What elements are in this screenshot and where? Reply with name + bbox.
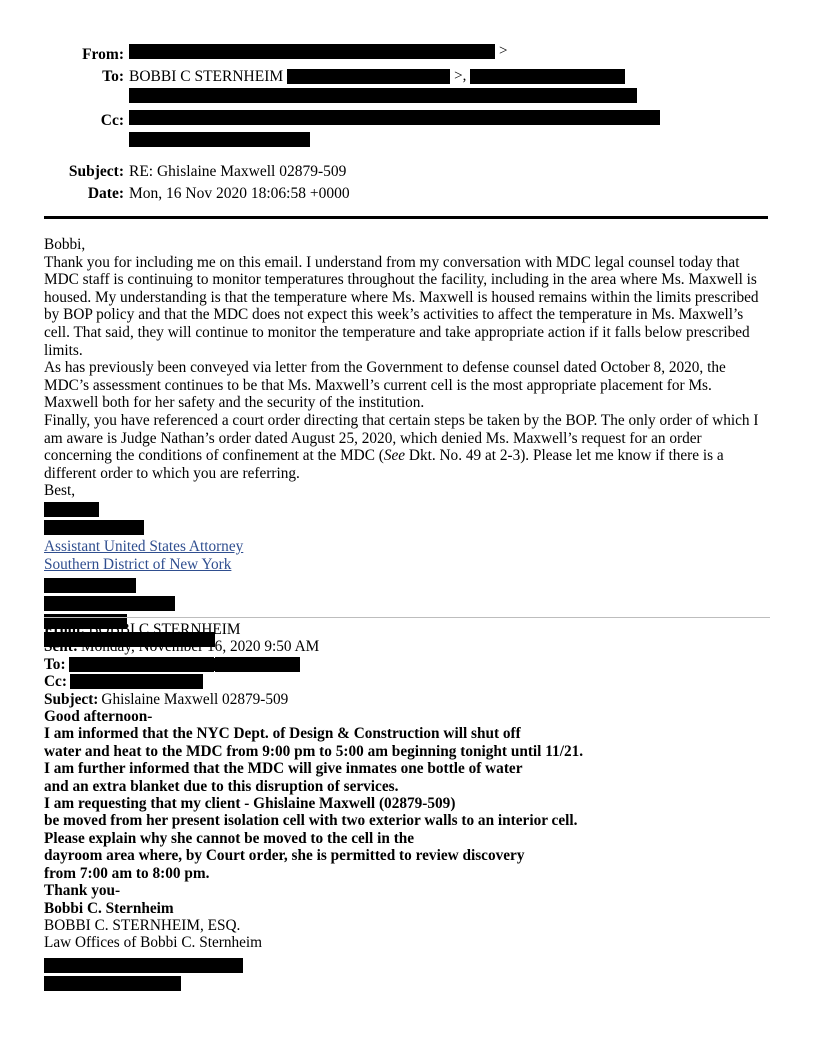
redaction-bar: [44, 502, 99, 517]
header-row-to: [44, 66, 772, 87]
cc-value-overflow: [129, 132, 310, 147]
header-row-to-overflow: [44, 88, 772, 109]
quoted-body: [44, 708, 770, 952]
to-label: To:: [102, 68, 124, 85]
header-row-cc-overflow: [44, 132, 772, 153]
subject-value: [129, 161, 346, 182]
quoted-row-from: [44, 621, 770, 638]
cc-label: Cc:: [100, 112, 124, 129]
body-paragraph-3: [44, 412, 770, 482]
header-row-date: [44, 183, 772, 204]
quoted-message: [44, 621, 770, 994]
redaction-bar: [69, 657, 214, 672]
redaction-bar: [215, 657, 300, 672]
quoted-row-to: [44, 656, 770, 673]
header-row-subject: [44, 161, 772, 182]
quoted-line-7: be moved from her present isolation cell with two exterior walls to an interior cell.: [44, 812, 578, 830]
body-greeting: Bobbi,: [44, 236, 86, 253]
subject-label: Subject:: [68, 163, 124, 180]
quoted-signer-bold: Bobbi C. Sternheim: [44, 899, 174, 917]
signature-title-link[interactable]: Assistant United States Attorney: [44, 537, 244, 555]
quoted-line-6: I am requesting that my client - Ghislaine Maxwell (02879-509): [44, 795, 456, 813]
quoted-line-1: Good afternoon-: [44, 708, 153, 726]
subject-text: RE: Ghislaine Maxwell 02879-509: [129, 163, 347, 180]
quoted-cc-label: Cc:: [44, 673, 67, 691]
redaction-bar: [44, 578, 136, 593]
from-label: From:: [82, 46, 124, 63]
email-body: [44, 236, 770, 650]
cc-value: [129, 110, 660, 125]
to-value-overflow: [129, 88, 637, 103]
header-divider-rule: [44, 216, 768, 219]
redaction-bar: [129, 110, 660, 125]
date-text: Mon, 16 Nov 2020 18:06:58 +0000: [129, 185, 350, 202]
signature-redactions: [44, 502, 770, 535]
quoted-from-label: From:: [44, 621, 86, 638]
body-paragraph-2: As has previously been conveyed via letter from the Government to defense counsel dated October 8, 2020, the MDC’s assessment continues to be that Ms. Maxwell’s current cell is the most appropriate placement for Ms. Maxwell both for her safety and the security of the institution.: [44, 359, 726, 412]
redaction-bar: [70, 674, 203, 689]
signature-office-link[interactable]: Southern District of New York: [44, 555, 232, 573]
from-value: [129, 44, 507, 59]
quoted-line-10: from 7:00 am to 8:00 pm.: [44, 864, 210, 882]
quoted-from-value: BOBBI C STERNHEIM: [88, 621, 241, 638]
quoted-line-5: and an extra blanket due to this disruption of services.: [44, 777, 399, 795]
quoted-subject-value: Ghislaine Maxwell 02879-509: [101, 690, 289, 708]
angle-bracket-comma: >,: [454, 68, 467, 84]
redaction-bar: [44, 958, 243, 973]
redaction-bar: [44, 520, 144, 535]
redaction-bar: [287, 69, 450, 84]
quoted-contact-redactions: [44, 958, 770, 991]
to-recipient-name: BOBBI C STERNHEIM: [129, 68, 284, 85]
email-header: [44, 44, 772, 205]
header-row-cc: [44, 110, 772, 131]
quoted-sent-value: Monday, November 16, 2020 9:50 AM: [81, 638, 320, 656]
quoted-signer-firm: Law Offices of Bobbi C. Sternheim: [44, 934, 263, 952]
quoted-message-divider: [44, 617, 770, 618]
redaction-bar: [129, 132, 310, 147]
quoted-line-3: water and heat to the MDC from 9:00 pm to 5:00 am beginning tonight until 11/21.: [44, 742, 584, 760]
date-label: Date:: [87, 185, 124, 202]
quoted-sent-label: Sent:: [44, 638, 78, 656]
redaction-bar: [470, 69, 625, 84]
quoted-row-subject: [44, 691, 770, 708]
quoted-to-label: To:: [44, 655, 66, 673]
date-value: [129, 183, 350, 204]
header-row-from: [44, 44, 772, 65]
quoted-signer-name: BOBBI C. STERNHEIM, ESQ.: [44, 916, 241, 934]
body-paragraph-1: Thank you for including me on this email. I understand from my conversation with MDC legal counsel today that MDC staff is continuing to monitor temperatures throughout the facility, including in the area where Ms. Maxwell is housed. My understanding is that the temperature where Ms. Maxwell is housed remains within the limits prescribed by BOP policy and that the MDC does not expect this week’s activities to affect the temperature in Ms. Maxwell’s cell. That said, they will continue to monitor the temperature and take appropriate action if it falls below prescribed limits.: [44, 253, 759, 359]
quoted-line-2: I am informed that the NYC Dept. of Design & Construction will shut off: [44, 725, 521, 743]
body-closing: Best,: [44, 482, 76, 500]
quoted-line-4: I am further informed that the MDC will give inmates one bottle of water: [44, 760, 523, 778]
angle-bracket: >: [499, 43, 508, 59]
redaction-bar: [129, 88, 637, 103]
quoted-line-8: Please explain why she cannot be moved to the cell in the: [44, 829, 415, 847]
quoted-row-sent: [44, 638, 770, 655]
body-paragraph-3-part-1: Finally, you have referenced a court order directing that certain steps be taken by the BOP. The only order of which I am aware is Judge Nathan’s order dated August 25, 2020, which denied Ms. Maxwell’s request for an order concerning the conditions of confinement at the MDC (: [44, 411, 759, 465]
to-value: [129, 66, 625, 87]
quoted-line-9: dayroom area where, by Court order, she is permitted to review discovery: [44, 847, 525, 865]
quoted-subject-label: Subject:: [44, 690, 99, 708]
quoted-line-11: Thank you-: [44, 882, 121, 900]
quoted-row-cc: [44, 673, 770, 690]
redaction-bar: [44, 596, 175, 611]
body-paragraph-3-part-2: Dkt. No. 49 at 2-3). Please let me know if there is a different order to which you are referring.: [44, 447, 724, 482]
redaction-bar: [129, 44, 495, 59]
redaction-bar: [44, 976, 181, 991]
body-paragraph-3-see: See: [383, 447, 406, 465]
